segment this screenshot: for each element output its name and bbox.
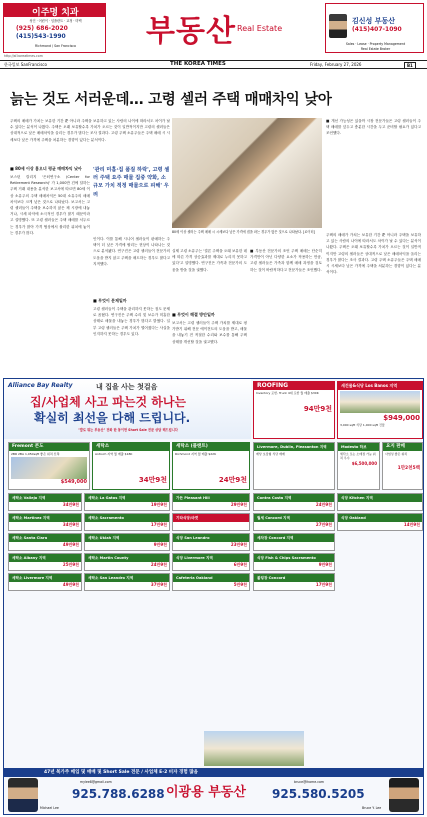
small-listing-card[interactable]: [84, 553, 170, 571]
photo-caption: 80세 이상 셀러는 주택 매매 시 시세보다 낮은 가격에 집을 파는 경우가 많은 것으로 나타났다. [로이터]: [172, 230, 315, 234]
listing-text: Richmond 지역 월 매출 $22K: [175, 452, 217, 456]
article-headline: 늙는 것도 서러운데… 고령 셀러 주택 매매차익 낮아: [10, 92, 332, 108]
small-listing-price: 14만9천: [403, 522, 420, 527]
ad-tagline: 내 집을 사는 첫걸음: [96, 383, 158, 391]
small-listing-card[interactable]: [253, 533, 335, 551]
small-listing-title: 식당 San Leandro: [173, 534, 249, 542]
small-listing-title: 세탁소 Ukiah 지역: [85, 534, 169, 542]
small-listing-price: 9만9천: [318, 562, 332, 567]
email-left[interactable]: mylee8@gmail.com: [80, 780, 112, 784]
realty-ad-phone: (415)407-1090: [352, 26, 402, 33]
small-listing-title: 세탁소 San Leandro 지역: [85, 574, 169, 582]
small-listing-title: 세탁소 Martinez 지역: [9, 514, 81, 522]
small-listing-card[interactable]: [172, 513, 250, 531]
article-column: 실제 고령 소유주는 '결론 주택을 오래 보유한 데에 따른 가격 상승효과를 제대로 누리지 못하고 있다'고 설명했다. 연구진은 가족과 전문가의 도움을 받을 것을 권했다.: [172, 249, 247, 272]
ad-headline-3: "발로 뛰는 부동산" 전화 한 통이면 Short Sale 전문 상담 해드립니다: [78, 428, 178, 432]
small-listing-card[interactable]: [172, 553, 250, 571]
small-listing-card[interactable]: [172, 573, 250, 591]
listing-price: 94만9천: [303, 405, 332, 413]
dateline-left: 한국일보 SanFrancisco: [4, 62, 47, 67]
small-listing-card[interactable]: [253, 513, 335, 531]
small-listing-card[interactable]: [253, 573, 335, 591]
masthead-ad-right[interactable]: [325, 3, 424, 53]
small-listing-title: 월세 Concord 지역: [254, 514, 334, 522]
agent-name-right: Bruce Y. Lee: [362, 806, 382, 810]
small-listing-title: Contra Costa 지역: [254, 494, 334, 502]
small-listing-title: Cafeteria Oakland: [173, 574, 249, 582]
agent-photo: [329, 14, 347, 38]
small-listing-title: 식당 Livermore 지역: [173, 554, 249, 562]
footer-strip-text: 47년 복가주 매입 및 매매 및 Short Sale 전문 / 사업체 E-2 비자 경험 많음: [44, 770, 198, 775]
agent-photo-right: [389, 778, 419, 812]
small-listing-price: 23만9천: [230, 542, 247, 547]
small-listing-card[interactable]: [8, 513, 82, 531]
page-number: B1: [404, 62, 416, 69]
dental-ad-name: 이주명 치과: [32, 8, 79, 18]
small-listing-price: 17만9천: [150, 522, 167, 527]
listing-card[interactable]: [253, 442, 335, 490]
listing-price: $6,500,000: [351, 461, 377, 466]
small-listing-title: 식당 Oakland: [338, 514, 422, 522]
small-listing-price: 6만9천: [233, 562, 247, 567]
dental-ad-phone: (925) 686-2020: [16, 25, 68, 32]
small-listing-price: 34만9천: [62, 522, 79, 527]
listing-price: 24만9천: [218, 476, 247, 484]
small-listing-price: 49만9천: [62, 542, 79, 547]
small-listing-title: 세탁소 Santa Clara: [9, 534, 81, 542]
listing-card[interactable]: [92, 442, 170, 490]
small-listing-card[interactable]: [253, 493, 335, 511]
small-listing-card[interactable]: [84, 573, 170, 591]
small-listing-card[interactable]: [253, 553, 335, 571]
small-listing-title: 기타식당/마켓: [173, 514, 249, 522]
small-listing-title: 세차장 Concord 지역: [254, 534, 334, 542]
building-photo: [204, 731, 304, 766]
listing-text: Inventory 포함, Truck 4대 포함 월 매출 $30K: [256, 391, 319, 395]
small-listing-price: 19만9천: [150, 502, 167, 507]
listing-title: Modesto 하브: [338, 443, 379, 451]
small-listing-card[interactable]: [337, 493, 423, 511]
small-listing-price: 34만9천: [62, 502, 79, 507]
small-listing-title: 식당 Kitchen 지역: [338, 494, 422, 502]
listing-title: 세탁소: [93, 443, 169, 451]
dateline-bar: [0, 60, 427, 69]
small-listing-title: 세탁소 Albany 지역: [9, 554, 81, 562]
phone-left[interactable]: 925.788.6288: [72, 787, 165, 801]
article-column: ■ 개선 가능성은 있을까 시장 전문가들은 고령 셀러들이 주택 매매를 앞두고 충분한 시간을 두고 준비할 필요가 있다고 조언했다.: [326, 119, 421, 136]
dental-ad-line: 성인 · 어린이 · 임플란트 · 교정 · 미백: [29, 19, 82, 23]
ad-headline-2: 확실히 최선을 다해 드립니다.: [34, 411, 191, 425]
company-name: 이광용 부동산: [166, 785, 246, 800]
small-listing-price: 27만9천: [315, 522, 332, 527]
ad-header: [4, 379, 251, 439]
article-photo: [172, 118, 322, 228]
realty-ad-name: 김신성 부동산: [352, 17, 396, 25]
listing-title: 새건물&식당 Los Banos 지역: [338, 382, 422, 390]
realty-ad-line: Real Estate Broker: [360, 47, 391, 51]
small-listing-card[interactable]: [8, 493, 82, 511]
small-listing-title: 가든 Pleasant Hill: [173, 494, 249, 502]
listing-text: Antioch 지역 월 매출 $18K: [95, 452, 133, 456]
small-listing-title: 세탁소 Sacramento: [85, 514, 169, 522]
ad-footer-strip: [4, 768, 423, 777]
section-title: 부동산: [146, 14, 236, 49]
dental-ad-line: Richmond / San Francisco: [35, 44, 76, 48]
small-listing-price: 25만9천: [62, 562, 79, 567]
listing-title: 요지 판매: [383, 443, 422, 451]
article-column: 보스턴 칼리지 '은퇴연구소 (Center for Retirement Research)' 가 1,000만 건에 달하는 주택 거래 내용을 분석한 보고서에 따르면 80세 이상 소유주의 주택 매매차익은 50대 소유주의 매매차익보다 크게 낮은 것으로 나타났다. 보고서는 고령 셀러들이 주택을 보수하지 않은 채 시장에 내놓거나, 시세 파악에 소극적인 경우가 많기 때문이라고 설명했다. 또 고령 셀러들은 주택 매매를 서두르는 경우가 많아 가격 협상에서 불리한 위치에 놓이는 경우가 많다.: [10, 175, 90, 235]
small-listing-price: 37만9천: [150, 582, 167, 587]
article-column: ■ 부동산 전문가의 조언 주택 매매는 단순히 가격만이 아닌 다양한 요소가 작용하는 만큼, 고령 셀러들은 가족과 함께 매매 과정을 검토하는 것이 바람직하다고 전문가들은 조언했다.: [250, 249, 322, 272]
brokerage-name: Alliance Bay Realty: [8, 382, 73, 389]
listing-text: 매상 보장형 식당 매매: [256, 452, 285, 456]
listing-card[interactable]: [253, 381, 335, 439]
article-subhead: ■ 무엇이 문제일까: [93, 298, 127, 303]
article-subhead: ■ 80세 이상 홈오너 평균 매매차익 낮아: [10, 166, 82, 171]
small-listing-title: 세탁소 Vallejo 지역: [9, 494, 81, 502]
listing-title: Livermore, Dublin, Pleasanton 지역: [254, 443, 334, 451]
pull-quote: '관리 미흡·집 품질 하락', 고령 셀러 주택 요주 매물 집중 약화, 소규모 가치 적정 매물으로 피해' 우려: [93, 167, 170, 198]
small-listing-price: 24만9천: [150, 562, 167, 567]
listing-photo: [340, 391, 420, 413]
small-listing-price: 5만9천: [233, 582, 247, 587]
listing-price: $949,000: [383, 414, 420, 422]
small-listing-card[interactable]: [8, 553, 82, 571]
listing-card[interactable]: [382, 442, 423, 490]
listing-text: 세탁소 또는 소매점 가능 위치 우수: [340, 452, 376, 460]
small-listing-card[interactable]: [172, 533, 250, 551]
listing-price: 1만2천5백: [397, 466, 420, 471]
listing-title: Fremont 콘도: [9, 443, 89, 451]
listing-text: 3,000 sqft 식당 1,000 sqft 건물: [340, 423, 385, 427]
small-listing-title: 볼링장 Concord: [254, 574, 334, 582]
small-listing-card[interactable]: [84, 513, 170, 531]
listing-price: $549,000: [60, 479, 87, 485]
listing-price: 34만9천: [138, 476, 167, 484]
realty-advertisement[interactable]: [3, 378, 424, 815]
small-listing-card[interactable]: [84, 493, 170, 511]
agent-photo-left: [8, 778, 38, 812]
agent-name-left: Michael Lee: [40, 806, 59, 810]
section-subtitle: Real Estate: [237, 24, 283, 33]
small-listing-price: 24만9천: [315, 502, 332, 507]
small-listing-price: 17만9천: [315, 582, 332, 587]
small-listing-card[interactable]: [84, 533, 170, 551]
article-column: 보고서는 고령 셀러들이 주택 가치를 제대로 평가받기 위해 전문 에이전트의 도움을 받고, 매물을 내놓기 전 적절한 수리와 보수를 통해 주택 상태를 개선할 것을 권고했다.: [172, 321, 247, 344]
small-listing-card[interactable]: [172, 493, 250, 511]
small-listing-title: 세탁소 La Gatos 지역: [85, 494, 169, 502]
newspaper-name: THE KOREA TIMES: [170, 61, 226, 67]
listing-title: ROOFING: [254, 382, 334, 390]
article-column: 주택의 매매가 가치는 보유한 기간 뿐 아니라 주택을 보유하고 있는 사람의 나이에 따라서도 차이가 날 수 있다는 분석이 나왔다. 주택은 오래 보유할수록 가치가 오르는 것이 일반적이지만 고령의 셀러들은 상대적으로 낮은 매매차익을 올리는 경우가 많다는 조사 결과다. 고령 주택 소유주들은 주택 매매 시 시세보다 낮은 가격에 주택을 처분하는 경향이 있다는 분석이다.: [10, 119, 170, 142]
small-listing-title: 세탁소 Livermore 지역: [9, 574, 81, 582]
email-right[interactable]: bruce@lhome.com: [294, 780, 324, 784]
listing-card[interactable]: [8, 442, 90, 490]
article-column: 주택의 매매가 가치는 보유한 기간 뿐 아니라 주택을 보유하고 있는 사람의 나이에 따라서도 차이가 날 수 있다는 분석이 나왔다. 주택은 오래 보유할수록 가치가 오르는 것이 일반적이지만 고령의 셀러들은 상대적으로 낮은 매매차익을 올리는 경우가 많다는 조사 결과다. 고령 주택 소유주들은 주택 매매 시 시세보다 낮은 가격에 주택을 처분하는 경향이 있다는 분석이다.: [326, 233, 421, 275]
listing-text: 2BR 2BA 1,050sqft 좋은 위치 신축: [11, 452, 60, 456]
dental-ad-phone: (415)543-1990: [16, 33, 66, 40]
masthead-ad-left[interactable]: [3, 3, 106, 53]
article-column: 고령 셀러들이 주택을 관리하지 못하는 점도 문제로 꼽혔다. 연구진은 주택 수리 및 보수가 미흡한 상태로 매물을 내놓는 경우가 많다고 밝혔다. 일부 고령 셀러들은 주택 가치가 떨어졌다는 사실을 인지하지 못하는 경우도 있다.: [93, 307, 170, 336]
article-subhead: ■ 무엇이 해결 방안일까: [172, 312, 215, 317]
listing-card[interactable]: [337, 442, 380, 490]
small-listing-title: 세탁소 Martin County: [85, 554, 169, 562]
small-listing-price: 9만9천: [153, 542, 167, 547]
listing-text: 사업성 좋은 위치: [385, 452, 408, 456]
article-column: 인이다. 이를 통해 시니어 셀러들이 판매하는 주택이 더 낮은 가격에 팔리는 현상이 나타나는 것으로 분석됐다. 연구진은 고령 셀러들이 전문가의 도움을 받지 않고 주택을 매도하는 경우도 많다고 지적했다.: [93, 237, 170, 266]
small-listing-card[interactable]: [8, 573, 82, 591]
masthead: [0, 0, 427, 58]
listing-title: 세탁소 (플랜트): [173, 443, 249, 451]
small-listing-price: 49만9천: [62, 582, 79, 587]
listing-card[interactable]: [172, 442, 250, 490]
ad-headline-1: 집/사업체 사고 파는것 하나는: [30, 395, 187, 409]
small-listing-title: 식당 Fish & Chips Sacramento: [254, 554, 334, 562]
small-listing-price: 29만9천: [230, 502, 247, 507]
realty-ad-line: Sales · Lease · Property Management: [345, 42, 406, 46]
listing-card[interactable]: [337, 381, 423, 439]
listing-photo: [11, 457, 87, 479]
phone-right[interactable]: 925.580.5205: [272, 787, 365, 801]
site-url[interactable]: http://sf.koreatimes.com: [4, 54, 43, 58]
small-listing-card[interactable]: [337, 513, 423, 531]
small-listing-card[interactable]: [8, 533, 82, 551]
dateline-date: Friday, February 27, 2026: [310, 62, 362, 67]
